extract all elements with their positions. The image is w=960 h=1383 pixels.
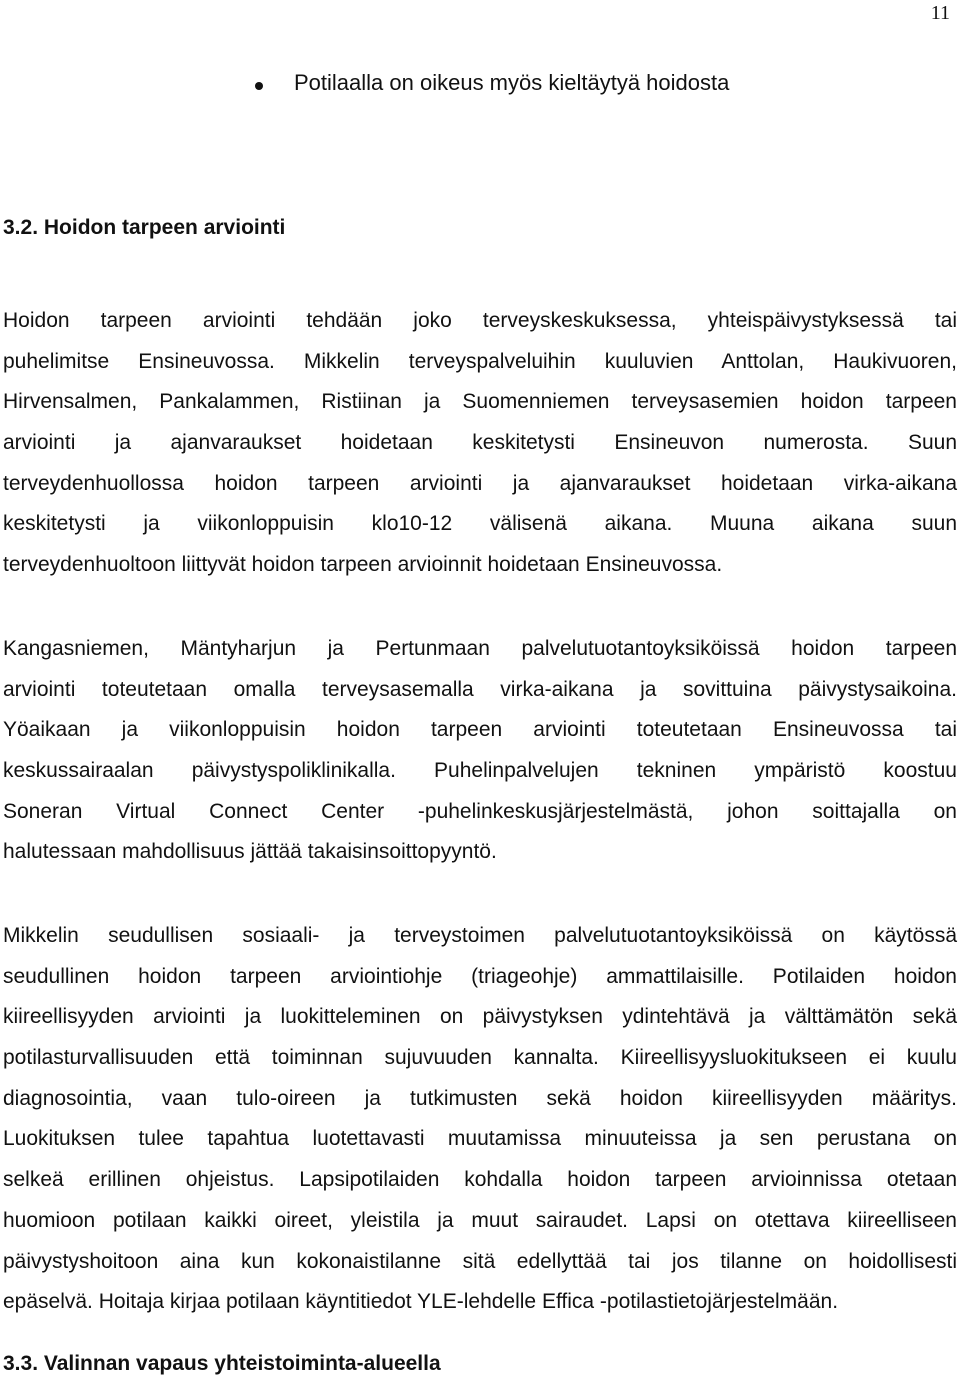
paragraph-line: päivystyshoitoon aina kun kokonaistilanne sitä edellyttää tai jos tilanne on hoidollisesti	[3, 1249, 957, 1273]
paragraph-line: seudullinen hoidon tarpeen arviointiohje (triageohje) ammattilaisille. Potilaiden hoidon	[3, 964, 957, 988]
paragraph-line: diagnosointia, vaan tulo-oireen ja tutkimusten sekä hoidon kiireellisyyden määritys.	[3, 1086, 957, 1110]
bullet-text: Potilaalla on oikeus myös kieltäytyä hoidosta	[294, 70, 730, 95]
paragraph-line: kiireellisyyden arviointi ja luokitteleminen on päivystyksen ydintehtävä ja välttämätön sekä	[3, 1005, 957, 1029]
paragraph-2	[3, 629, 957, 873]
paragraph-line: Hoidon tarpeen arviointi tehdään joko terveyskeskuksessa, yhteispäivystyksessä tai	[3, 309, 957, 332]
paragraph-line: Yöaikaan ja viikonloppuisin hoidon tarpeen arviointi toteutetaan Ensineuvossa tai	[3, 718, 957, 742]
paragraph-3	[3, 916, 957, 1323]
paragraph-line: Soneran Virtual Connect Center -puhelinkeskusjärjestelmästä, johon soittajalla on	[3, 799, 957, 823]
paragraph-line: arviointi toteutetaan omalla terveysasemalla virka-aikana ja sovittuina päivystysaikoina.	[3, 677, 957, 701]
paragraph-line: Luokituksen tulee tapahtua luotettavasti muutamissa minuuteissa ja sen perustana on	[3, 1127, 957, 1151]
paragraph-line: terveydenhuollossa hoidon tarpeen arviointi ja ajanvaraukset hoidetaan virka-aikana	[3, 471, 957, 495]
paragraph-line: Hirvensalmen, Pankalammen, Ristiinan ja Suomenniemen terveysasemien hoidon tarpeen	[3, 390, 957, 414]
paragraph-line: terveydenhuoltoon liittyvät hoidon tarpeen arvioinnit hoidetaan Ensineuvossa.	[3, 553, 723, 577]
paragraph-line: puhelimitse Ensineuvossa. Mikkelin terveyspalveluihin kuuluvien Anttolan, Haukivuoren,	[3, 349, 957, 373]
paragraph-1	[3, 301, 957, 586]
paragraph-line: arviointi ja ajanvaraukset hoidetaan keskitetysti Ensineuvon numerosta. Suun	[3, 431, 957, 455]
section-heading-3-2: 3.2. Hoidon tarpeen arviointi	[3, 216, 286, 239]
section-heading-3-3: 3.3. Valinnan vapaus yhteistoiminta-alueella	[3, 1352, 441, 1375]
paragraph-line: epäselvä. Hoitaja kirjaa potilaan käyntitiedot YLE-lehdelle Effica -potilastietojärjestelmään.	[3, 1290, 839, 1314]
paragraph-line: Kangasniemen, Mäntyharjun ja Pertunmaan palvelutuotantoyksiköissä hoidon tarpeen	[3, 637, 957, 660]
bullet-dot-icon	[255, 82, 263, 90]
paragraph-line: halutessaan mahdollisuus jättää takaisinsoittopyyntö.	[3, 840, 497, 864]
paragraph-line: potilasturvallisuuden että toiminnan sujuvuuden kannalta. Kiireellisyysluokitukseen ei kuulu	[3, 1046, 957, 1070]
paragraph-line: keskitetysti ja viikonloppuisin klo10-12 välisenä aikana. Muuna aikana suun	[3, 512, 957, 536]
paragraph-line: huomioon potilaan kaikki oireet, yleistila ja muut sairaudet. Lapsi on otettava kiireelliseen	[3, 1208, 957, 1232]
bullet-item	[0, 66, 960, 100]
paragraph-line: Mikkelin seudullisen sosiaali- ja terveystoimen palvelutuotantoyksiköissä on käytössä	[3, 924, 957, 947]
paragraph-line: keskussairaalan päivystyspoliklinikalla. Puhelinpalvelujen tekninen ympäristö koostuu	[3, 759, 957, 783]
page-number: 11	[930, 2, 950, 24]
paragraph-line: selkeä erillinen ohjeistus. Lapsipotilaiden kohdalla hoidon tarpeen arvioinnissa otetaan	[3, 1168, 957, 1192]
